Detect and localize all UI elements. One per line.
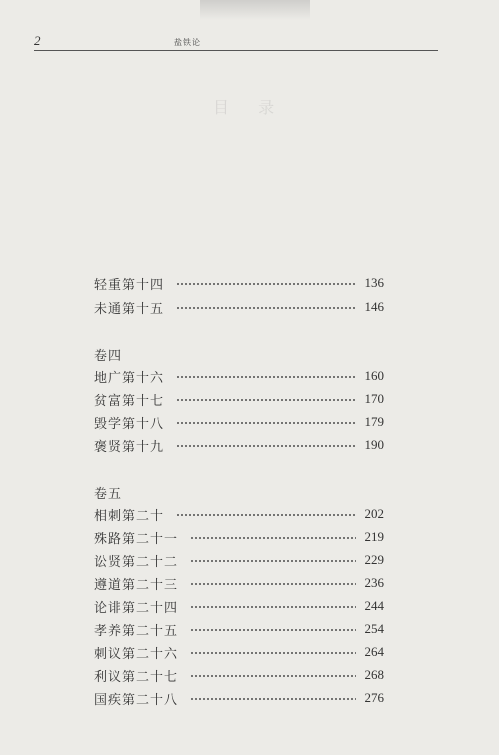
- toc-entry-title: 褒贤第十九: [94, 439, 165, 455]
- toc-entry-title: 贫富第十七: [94, 393, 165, 409]
- dot-leader: [176, 306, 356, 310]
- toc-entry[interactable]: [94, 619, 384, 639]
- dot-leader: [190, 674, 356, 678]
- toc-entry-title: 遵道第二十三: [94, 577, 179, 593]
- toc-entry[interactable]: [94, 573, 384, 593]
- toc-entry-page: 264: [364, 644, 384, 659]
- toc-entry[interactable]: [94, 273, 384, 293]
- toc-entry-title: 论诽第二十四: [94, 600, 179, 616]
- volume-heading: 卷五: [94, 487, 123, 502]
- toc-entry[interactable]: [94, 297, 384, 317]
- toc-entry-title: 未通第十五: [94, 301, 165, 317]
- dot-leader: [176, 444, 356, 448]
- toc-entry-title: 刺议第二十六: [94, 646, 179, 662]
- dot-leader: [190, 582, 356, 586]
- page-number: 2: [34, 33, 41, 48]
- toc-entry[interactable]: [94, 642, 384, 662]
- toc-entry-title: 地广第十六: [94, 370, 165, 386]
- toc-entry-page: 136: [364, 275, 384, 290]
- toc-entry-page: 276: [364, 690, 384, 705]
- toc-entry-page: 160: [364, 368, 384, 383]
- dot-leader: [176, 398, 356, 402]
- toc-entry[interactable]: [94, 665, 384, 685]
- toc-entry-page: 244: [364, 598, 384, 613]
- toc-entry-page: 229: [364, 552, 384, 567]
- toc-entry-title: 讼贤第二十二: [94, 554, 179, 570]
- dot-leader: [176, 375, 356, 379]
- toc-entry-page: 190: [364, 437, 384, 452]
- toc-entry-page: 179: [364, 414, 384, 429]
- toc-entry-page: 146: [364, 299, 384, 314]
- running-head: 盐铁论: [174, 38, 201, 47]
- dot-leader: [190, 697, 356, 701]
- toc-entry-title: 利议第二十七: [94, 669, 179, 685]
- dot-leader: [190, 605, 356, 609]
- toc-entry-title: 轻重第十四: [94, 277, 165, 293]
- toc-entry-title: 毁学第十八: [94, 416, 165, 432]
- dot-leader: [176, 421, 356, 425]
- toc-entry[interactable]: [94, 366, 384, 386]
- dot-leader: [176, 282, 356, 286]
- volume-heading: 卷四: [94, 349, 123, 364]
- page-header: [34, 33, 438, 51]
- toc-entry-title: 孝养第二十五: [94, 623, 179, 639]
- toc-entry[interactable]: [94, 389, 384, 409]
- dot-leader: [190, 559, 356, 563]
- toc-entry[interactable]: [94, 596, 384, 616]
- toc-entry-page: 202: [364, 506, 384, 521]
- toc-entry-page: 268: [364, 667, 384, 682]
- toc-entry[interactable]: [94, 527, 384, 547]
- dot-leader: [190, 536, 356, 540]
- scan-top-shadow: [200, 0, 310, 20]
- dot-leader: [176, 513, 356, 517]
- toc-entry[interactable]: [94, 504, 384, 524]
- toc-entry[interactable]: [94, 550, 384, 570]
- toc-entry-title: 殊路第二十一: [94, 531, 179, 547]
- toc-entry-page: 170: [364, 391, 384, 406]
- toc-entry[interactable]: [94, 688, 384, 708]
- toc-entry-page: 236: [364, 575, 384, 590]
- dot-leader: [190, 651, 356, 655]
- toc-entry[interactable]: [94, 412, 384, 432]
- toc-entry-page: 219: [364, 529, 384, 544]
- toc-entry-title: 国疾第二十八: [94, 692, 179, 708]
- dot-leader: [190, 628, 356, 632]
- toc-entry-title: 相刺第二十: [94, 508, 165, 524]
- toc-entry[interactable]: [94, 435, 384, 455]
- toc-entry-page: 254: [364, 621, 384, 636]
- bleed-through-title: 目 录: [213, 98, 287, 117]
